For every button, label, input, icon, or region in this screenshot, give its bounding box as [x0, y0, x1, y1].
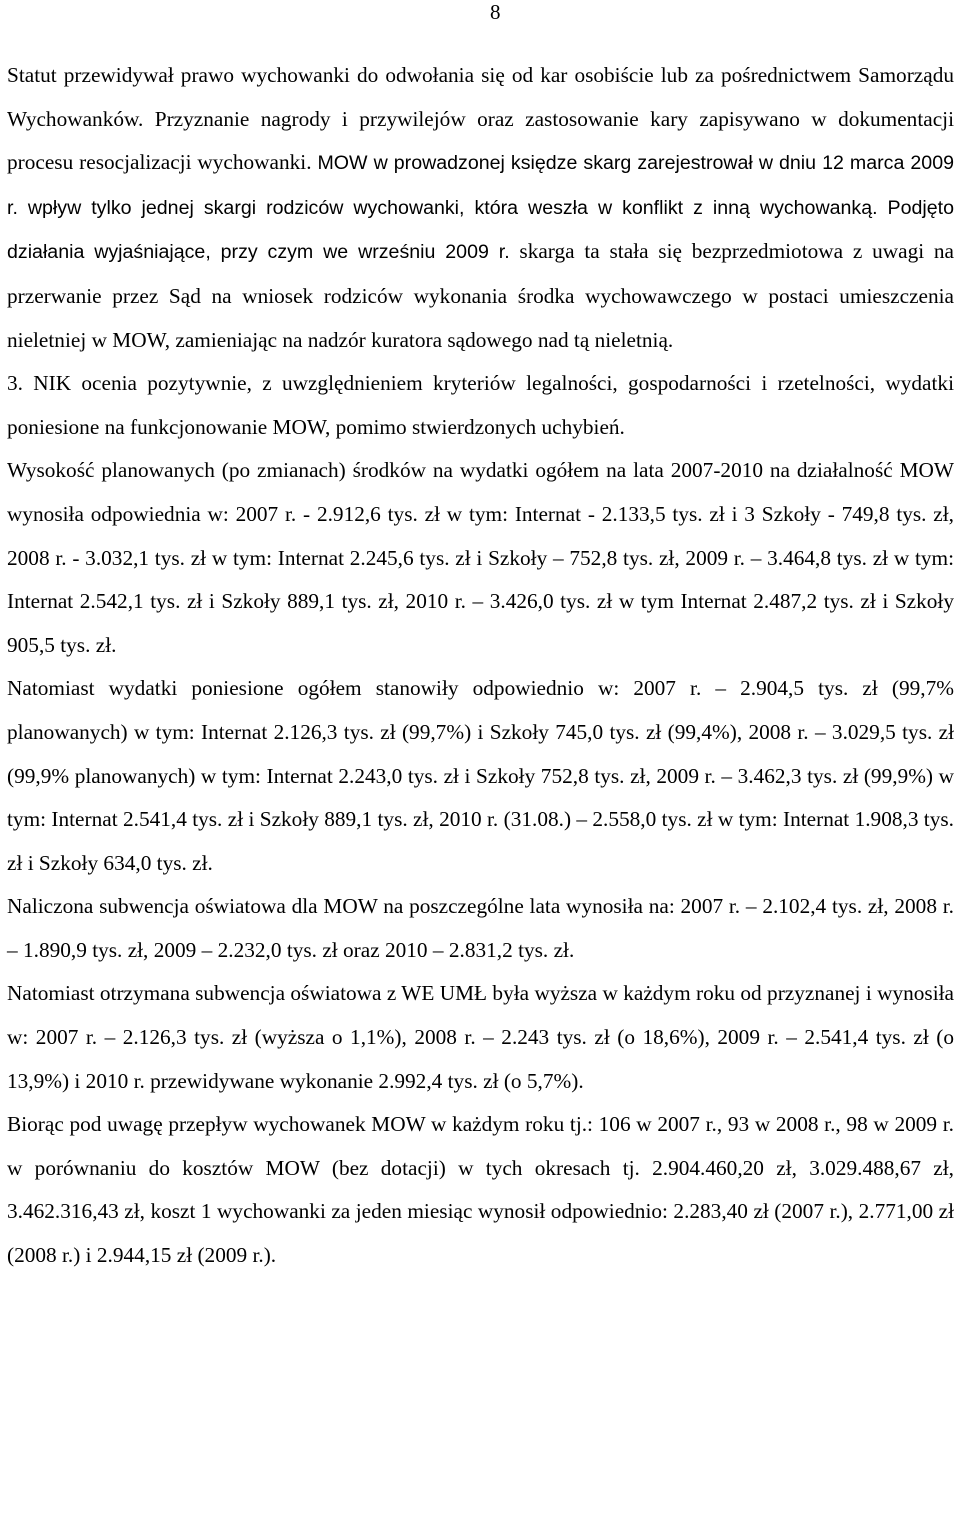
- paragraph-planned-expenses: Wysokość planowanych (po zmianach) środków na wydatki ogółem na lata 2007-2010 na działalność MOW wynosiła odpowiednia w: 2007 r. - 2.912,6 tys. zł w tym: Internat - 2.133,5 tys. zł i 3 Szkoły - 749,8 tys. zł, 2008 r. - 3.032,1 tys. zł w tym: Internat 2.245,6 tys. zł i Szkoły – 752,8 tys. zł, 2009 r. – 3.464,8 tys. zł w tym: Internat 2.542,1 tys. zł i Szkoły 889,1 tys. zł, 2010 r. – 3.426,0 tys. zł w tym Internat 2.487,2 tys. zł i Szkoły 905,5 tys. zł.: [7, 458, 954, 657]
- paragraph-nik-assessment: 3. NIK ocenia pozytywnie, z uwzględnieniem kryteriów legalności, gospodarności i rzetelności, wydatki poniesione na funkcjonowanie MOW, pomimo stwierdzonych uchybień.: [7, 371, 954, 439]
- paragraph-cost-per-student: Biorąc pod uwagę przepływ wychowanek MOW w każdym roku tj.: 106 w 2007 r., 93 w 2008 r., 98 w 2009 r. w porównaniu do kosztów MOW (bez dotacji) w tych okresach tj. 2.904.460,20 zł, 3.029.488,67 zł, 3.462.316,43 zł, koszt 1 wychowanki za jeden miesiąc wynosił odpowiednio: 2.283,40 zł (2007 r.), 2.771,00 zł (2008 r.) i 2.944,15 zł (2009 r.).: [7, 1112, 954, 1268]
- paragraph-received-subsidy: Natomiast otrzymana subwencja oświatowa z WE UMŁ była wyższa w każdym roku od przyznanej i wynosiła w: 2007 r. – 2.126,3 tys. zł (wyższa o 1,1%), 2008 r. – 2.243 tys. zł (o 18,6%), 2009 r. – 2.541,4 tys. zł (o 13,9%) i 2010 r. przewidywane wykonanie 2.992,4 tys. zł (o 5,7%).: [7, 981, 954, 1093]
- paragraph-complaint-register-text: MOW w prowadzonej księdze skarg zarejestrował w dniu 12 marca 2009 r. wpływ tylko jednej skargi rodziców wychowanki, która weszła w konflikt z inną wychowanką. Podjęto działania wyjaśniające, przy czym we wrześniu 2009 r.: [7, 152, 954, 264]
- page-number: 8: [490, 0, 501, 24]
- paragraph-calculated-subsidy: Naliczona subwencja oświatowa dla MOW na poszczególne lata wynosiła na: 2007 r. – 2.102,4 tys. zł, 2008 r. – 1.890,9 tys. zł, 2009 – 2.232,0 tys. zł oraz 2010 – 2.831,2 tys. zł.: [7, 894, 954, 962]
- paragraph-actual-expenses: Natomiast wydatki poniesione ogółem stanowiły odpowiednio w: 2007 r. – 2.904,5 tys. zł (99,7% planowanych) w tym: Internat 2.126,3 tys. zł (99,7%) i Szkoły 745,0 tys. zł (99,4%), 2008 r. – 3.029,5 tys. zł (99,9% planowanych) w tym: Internat 2.243,0 tys. zł i Szkoły 752,8 tys. zł, 2009 r. – 3.462,3 tys. zł (99,9%) w tym: Internat 2.541,4 tys. zł i Szkoły 889,1 tys. zł, 2010 r. (31.08.) – 2.558,0 tys. zł w tym: Internat 1.908,3 tys. zł i Szkoły 634,0 tys. zł.: [7, 676, 954, 875]
- document-body: [7, 54, 954, 1278]
- paragraph-complaints: [7, 54, 954, 362]
- paragraph-complaint-outcome-text: skarga ta stała się bezprzedmiotowa z uwagi na przerwanie przez Sąd na wniosek rodziców wykonania środka wychowawczego w postaci umieszczenia nieletniej w MOW, zamieniając na nadzór kuratora sądowego nad tą nieletnią.: [7, 239, 954, 352]
- paragraph-statute-text: Statut przewidywał prawo wychowanki do odwołania się od kar osobiście lub za pośrednictwem Samorządu Wychowanków. Przyznanie nagrody i przywilejów oraz zastosowanie kary zapisywano w dokumentacji procesu resocjalizacji wychowanki.: [7, 63, 954, 175]
